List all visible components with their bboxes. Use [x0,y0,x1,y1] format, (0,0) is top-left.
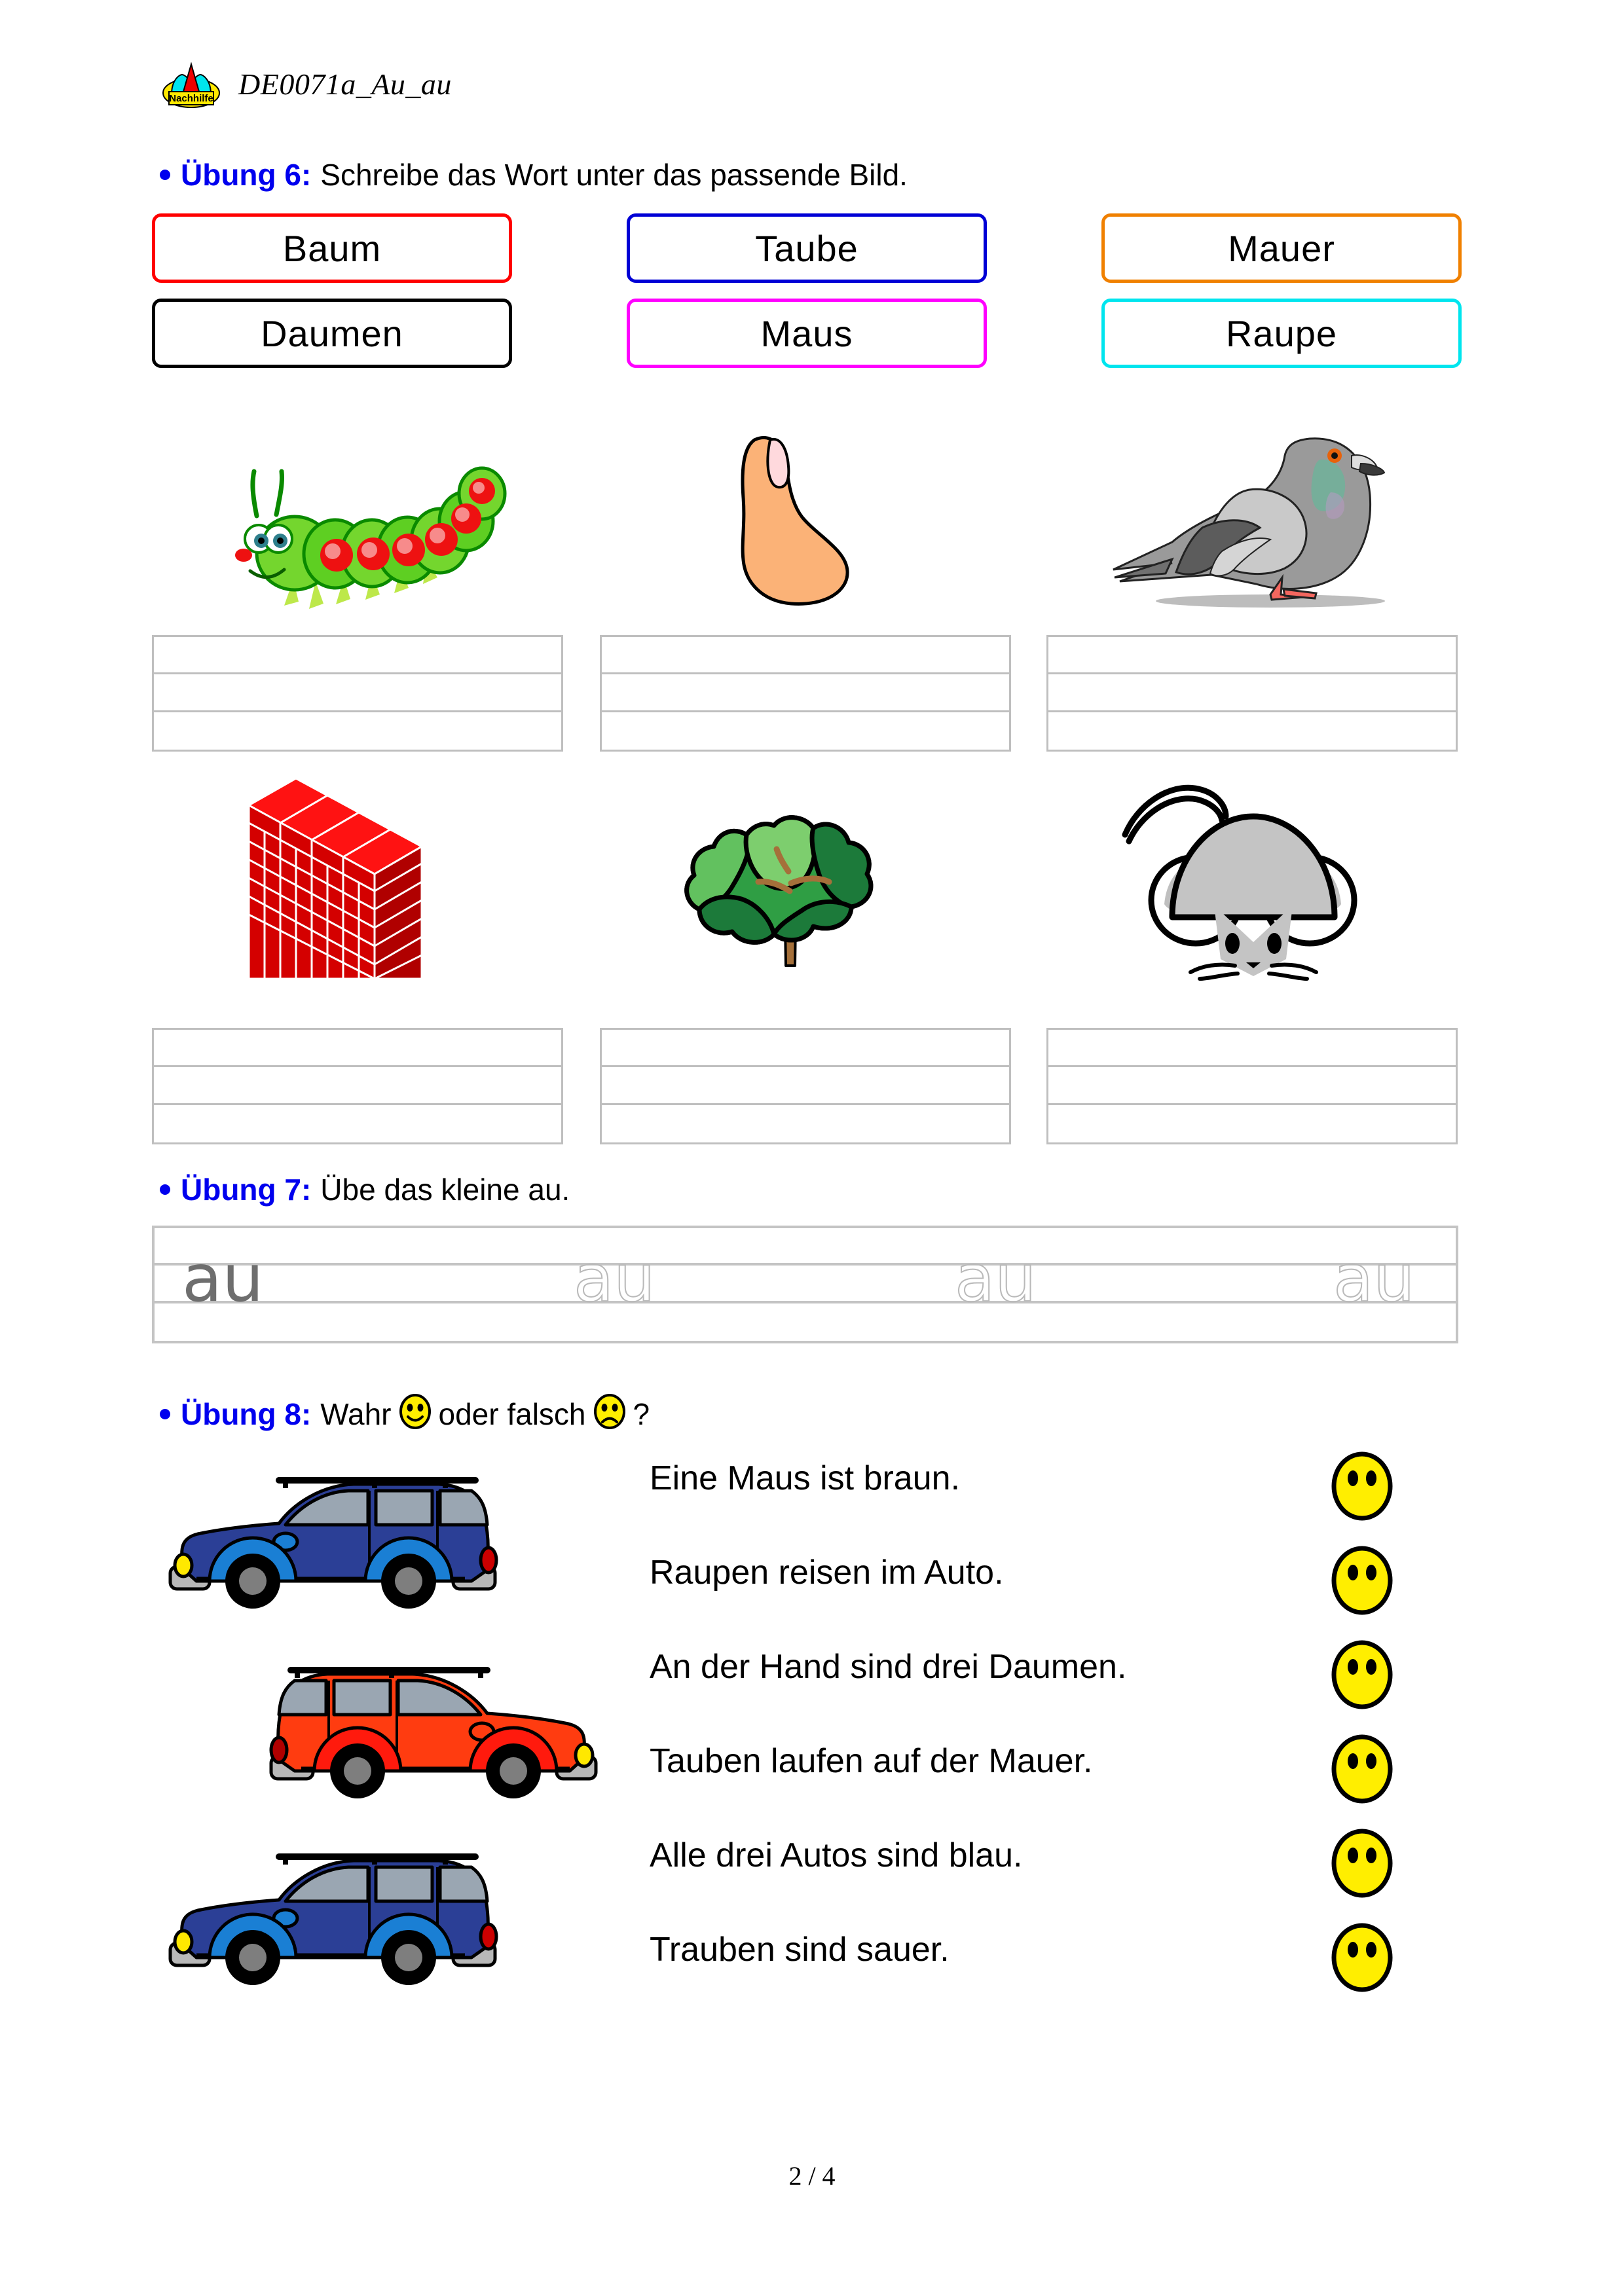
word-box-taube[interactable] [627,213,987,283]
word-box-label: Raupe [1225,312,1338,354]
statement-3: An der Hand sind drei Daumen. [650,1648,1127,1686]
writing-line-middle[interactable] [155,1240,1456,1317]
logo-label: Nachhilfe [169,93,213,104]
writing-line[interactable] [1048,712,1456,750]
writing-line[interactable] [155,1228,1456,1266]
word-box-daumen[interactable] [152,299,512,368]
page-header [160,59,452,109]
writing-line[interactable] [602,712,1009,750]
thumb-image [707,419,891,609]
writing-line[interactable] [602,1067,1009,1104]
writing-line[interactable] [602,1030,1009,1067]
writing-line[interactable] [154,1067,561,1104]
au-model-letters: au [182,1240,264,1317]
writing-line[interactable] [155,1303,1456,1341]
au-trace-3[interactable]: au [1333,1240,1415,1317]
writing-line[interactable] [1048,674,1456,712]
word-box-row-1 [152,213,1462,283]
word-box-maus[interactable] [627,299,987,368]
exercise-7-heading [160,1172,570,1207]
red-suv-image [255,1647,609,1797]
writing-line[interactable] [1048,1067,1456,1104]
answer-face-6[interactable] [1329,1923,1395,1992]
exercise-6-instruction: Schreibe das Wort unter das passende Bild. [320,158,908,192]
exercise-7-instruction: Übe das kleine au. [320,1173,570,1207]
word-box-mauer[interactable] [1101,213,1462,283]
statement-1: Eine Maus ist braun. [650,1459,961,1497]
writing-line[interactable] [1048,1030,1456,1067]
answer-lines-5[interactable] [600,1028,1011,1144]
writing-line[interactable] [1048,637,1456,674]
word-box-label: Baum [282,227,382,269]
word-box-baum[interactable] [152,213,512,283]
word-box-label: Taube [755,227,858,269]
writing-line[interactable] [154,1105,561,1142]
answer-face-1[interactable] [1329,1452,1395,1520]
statement-6: Trauben sind sauer. [650,1931,950,1969]
pigeon-image [1074,412,1414,609]
writing-line[interactable] [1048,1105,1456,1142]
answer-lines-1[interactable] [152,635,563,752]
word-box-label: Daumen [261,312,403,354]
bullet-icon [160,170,170,180]
word-box-raupe[interactable] [1101,299,1462,368]
exercise-7-label: Übung 7: [181,1173,312,1207]
statement-2: Raupen reisen im Auto. [650,1554,1004,1592]
answer-face-4[interactable] [1329,1735,1395,1803]
page-number: 2 / 4 [788,2161,836,2191]
spacer [512,299,627,368]
writing-line[interactable] [602,1105,1009,1142]
caterpillar-image [196,419,524,609]
tree-image [648,769,936,979]
spacer [512,213,627,283]
answer-lines-2[interactable] [600,635,1011,752]
bullet-icon [160,1184,170,1195]
word-box-label: Mauer [1228,227,1335,269]
smiley-sad-icon [593,1393,627,1430]
exercise-8-instruction-start: Wahr [320,1397,392,1431]
document-code: DE0071a_Au_au [238,67,452,101]
exercise-8-label: Übung 8: [181,1397,312,1431]
answer-face-3[interactable] [1329,1641,1395,1709]
smiley-happy-icon [398,1393,432,1430]
writing-line[interactable] [154,712,561,750]
word-box-row-2 [152,299,1462,368]
au-trace-2[interactable]: au [955,1240,1037,1317]
bullet-icon [160,1409,170,1419]
writing-line[interactable] [602,637,1009,674]
exercise-6-label: Übung 6: [181,158,312,192]
answer-lines-4[interactable] [152,1028,563,1144]
exercise-8-heading [160,1388,650,1432]
au-practice-grid[interactable] [152,1226,1458,1343]
nachhilfe-logo-icon [160,59,223,109]
brick-wall-image [242,769,504,979]
answer-face-2[interactable] [1329,1546,1395,1614]
blue-suv-image-2 [157,1833,511,1984]
spacer [987,299,1101,368]
answer-lines-3[interactable] [1046,635,1458,752]
writing-line[interactable] [602,674,1009,712]
statement-5: Alle drei Autos sind blau. [650,1836,1023,1874]
spacer [987,213,1101,283]
mouse-image [1113,769,1414,979]
exercise-6-heading [160,157,908,192]
word-box-label: Maus [760,312,853,354]
au-trace-1[interactable]: au [574,1240,655,1317]
writing-line[interactable] [154,1030,561,1067]
exercise-8-instruction-middle: oder falsch [438,1397,586,1431]
exercise-8-instruction-end: ? [633,1397,650,1431]
blue-suv-image-1 [157,1457,511,1607]
writing-line[interactable] [154,637,561,674]
statement-4: Tauben laufen auf der Mauer. [650,1742,1093,1780]
answer-face-5[interactable] [1329,1829,1395,1897]
writing-line[interactable] [154,674,561,712]
answer-lines-6[interactable] [1046,1028,1458,1144]
